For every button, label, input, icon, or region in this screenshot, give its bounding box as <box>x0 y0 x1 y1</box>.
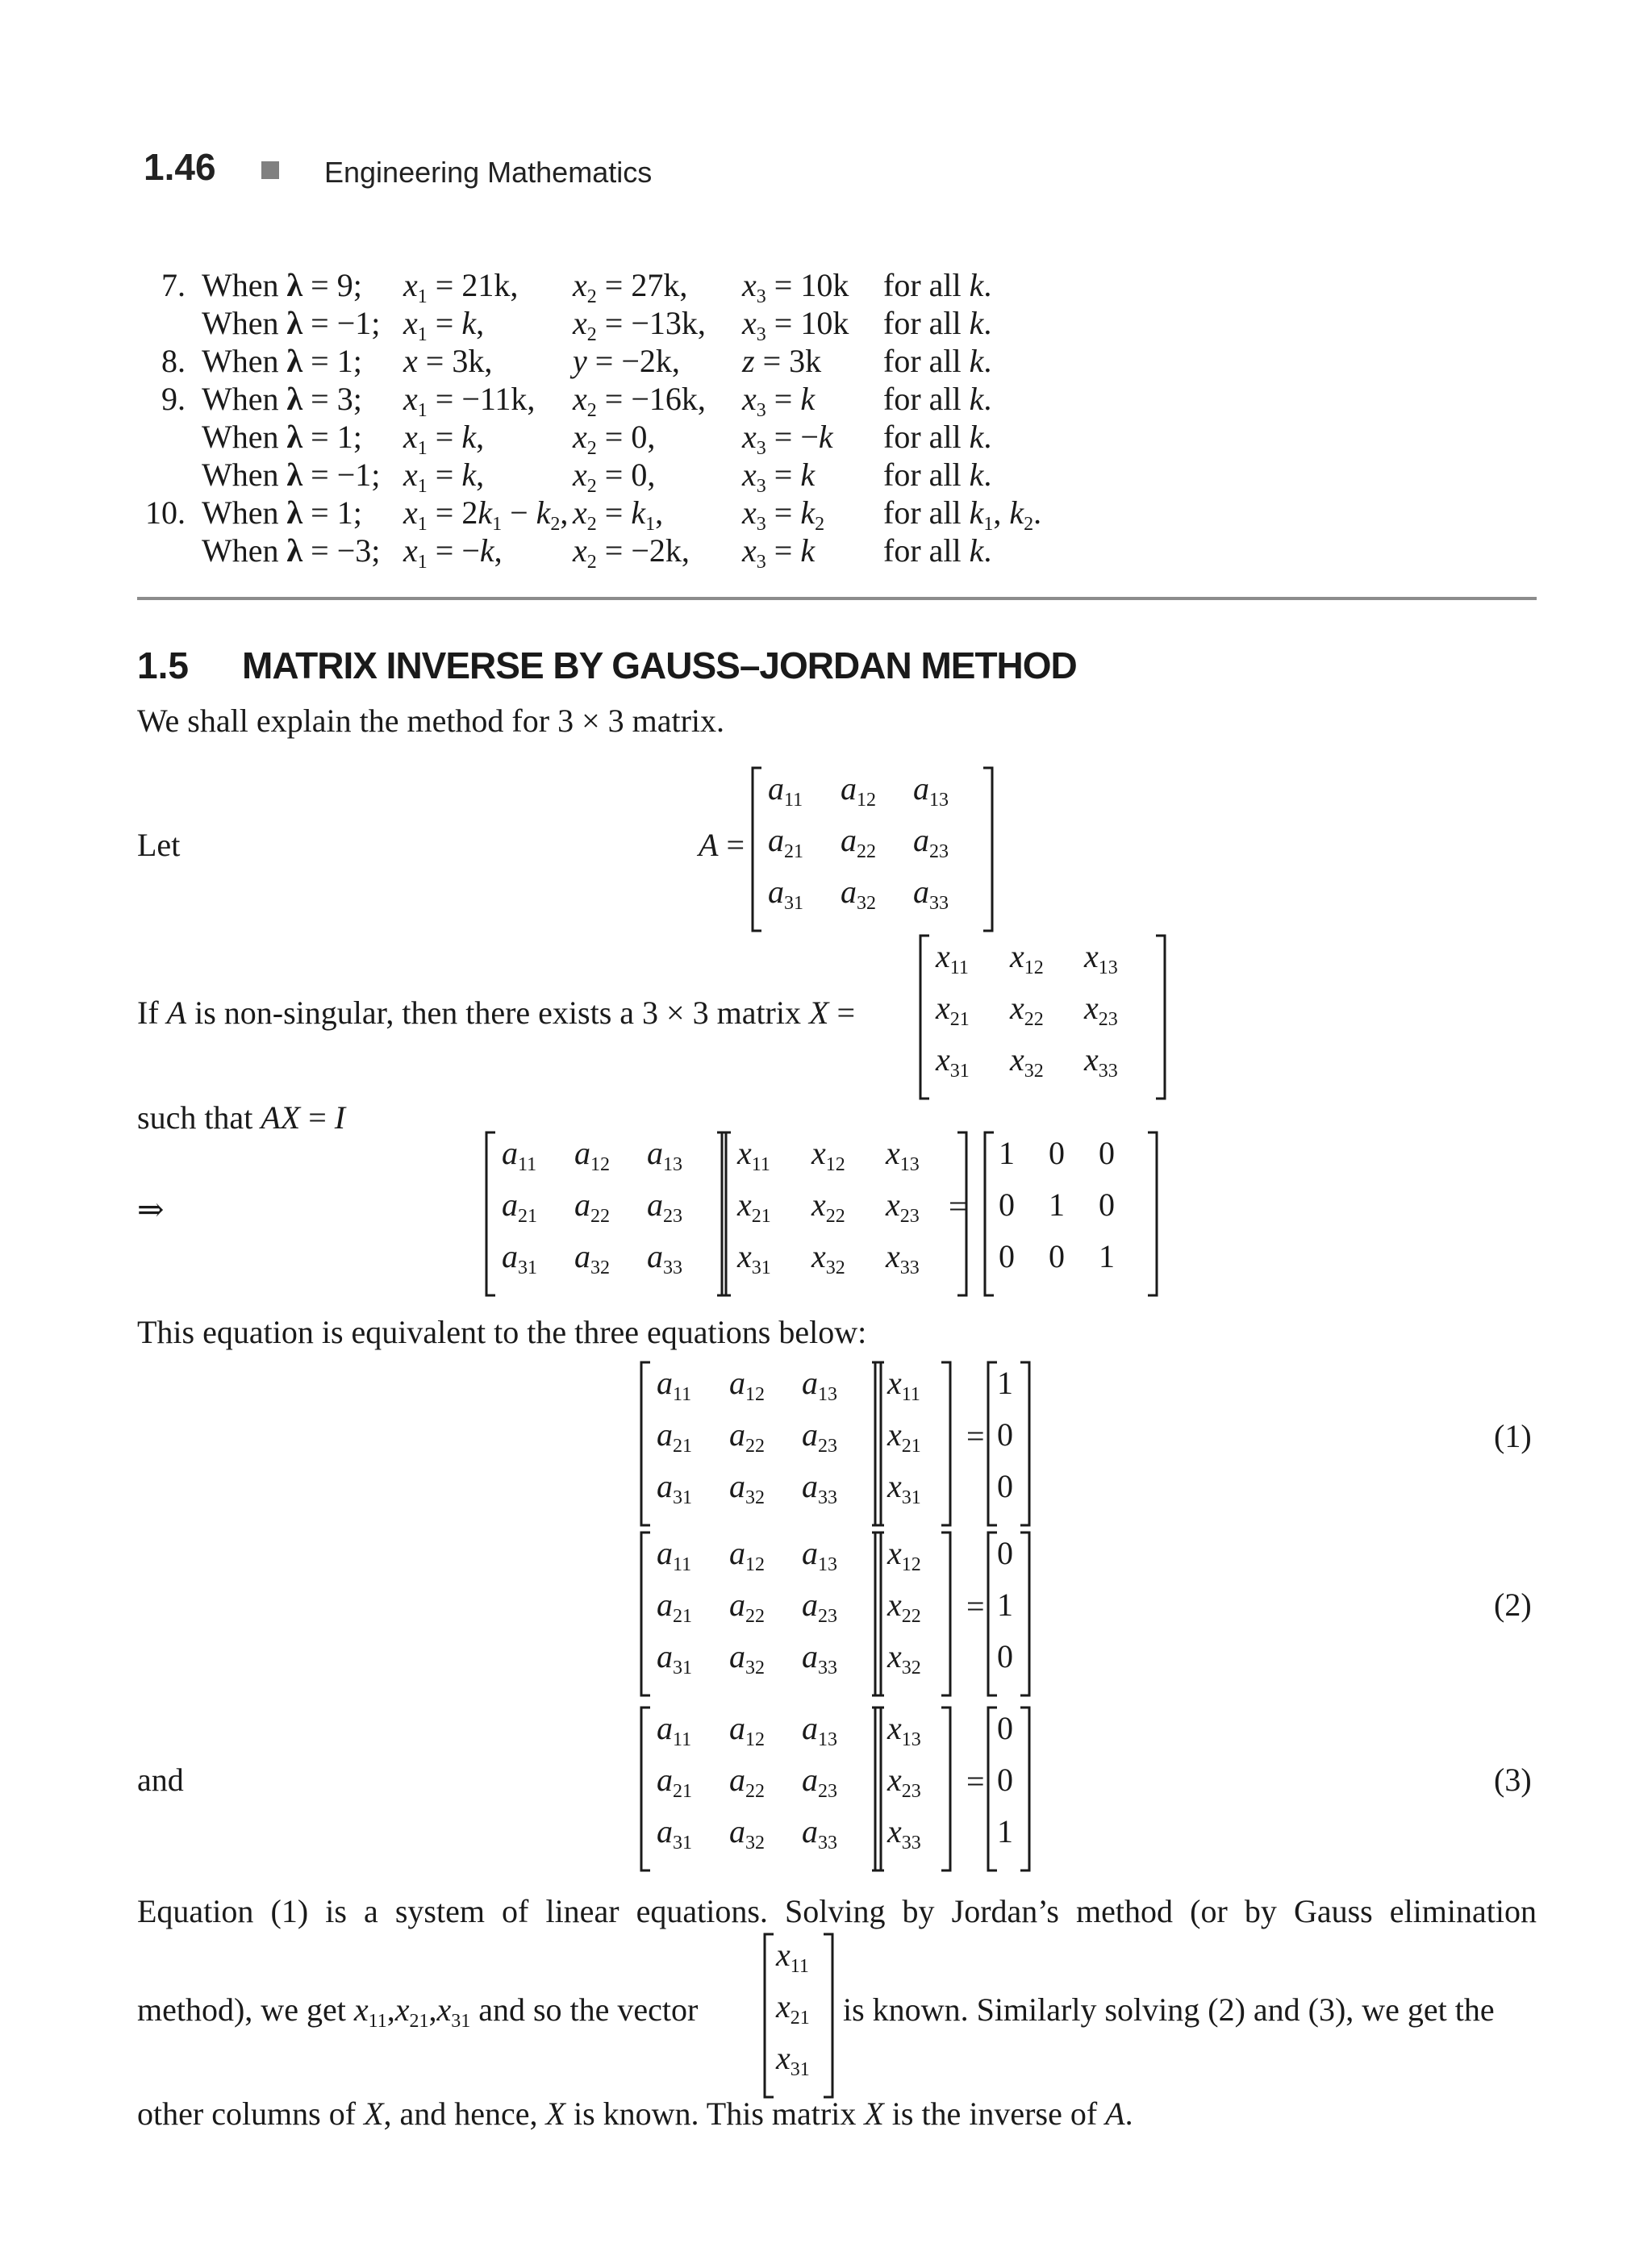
right-bracket-icon <box>1153 934 1170 1100</box>
section-title: MATRIX INVERSE BY GAUSS–JORDAN METHOD <box>242 644 1077 686</box>
and-label: and <box>137 1762 184 1798</box>
answer-number: 7. <box>161 267 186 303</box>
answer-scope: for all k. <box>883 419 992 455</box>
eq-main-x-entry: $x_{22}$ <box>811 1186 845 1227</box>
eq-a-entry: $a_{31}$ <box>657 1638 692 1678</box>
section-number: 1.5 <box>137 644 189 686</box>
eq-a-entry: $a_{11}$ <box>657 1710 692 1750</box>
eq-rhs-entry: 0 <box>997 1535 1013 1571</box>
matrix-x-entry: $x_{21}$ <box>936 990 970 1030</box>
answer-scope: for all k. <box>883 267 992 303</box>
answer-scope: for all k. <box>883 532 992 569</box>
answer-x3: $x_3 = -k$ <box>742 419 833 459</box>
eq-a-entry: $a_{23}$ <box>802 1587 837 1627</box>
paragraph-line-3: other columns of X, and hence, X is known. This matrix X is the inverse of A. <box>137 2095 1133 2132</box>
eq-a-entry: $a_{21}$ <box>657 1587 692 1627</box>
eq-x-entry: $x_{33}$ <box>887 1813 921 1854</box>
header-square-icon <box>261 161 279 179</box>
matrix-x-entry: $x_{12}$ <box>1010 938 1044 978</box>
left-bracket-icon <box>720 1131 736 1297</box>
left-bracket-icon <box>873 1361 889 1527</box>
eq-main-a-entry: $a_{22}$ <box>574 1186 610 1227</box>
let-label: Let <box>137 827 181 863</box>
paragraph-line-1: Equation (1) is a system of linear equations. Solving by Jordan’s method (or by Gauss elimination <box>137 1893 1537 1929</box>
left-bracket-icon <box>639 1706 655 1872</box>
eq-rhs-entry: 0 <box>997 1416 1013 1453</box>
left-bracket-icon <box>639 1531 655 1697</box>
eq-a-entry: $a_{22}$ <box>729 1416 765 1457</box>
right-bracket-icon <box>1018 1706 1034 1872</box>
answer-x3: $x_3 = 10k$ <box>742 305 849 345</box>
answer-x2: $x_2 = -16k$, <box>573 381 706 421</box>
book-title: Engineering Mathematics <box>324 156 653 189</box>
answer-x3: $x_3 = k_2$ <box>742 494 825 535</box>
answer-number: 9. <box>161 381 186 417</box>
matrix-a-entry: $a_{21}$ <box>768 822 803 862</box>
matrix-a-entry: $a_{31}$ <box>768 874 803 914</box>
matrix-a-entry: $a_{12}$ <box>841 770 876 811</box>
eq-rhs-entry: 0 <box>997 1710 1013 1746</box>
answer-x3: $x_3 = k$ <box>742 532 816 573</box>
equals-sign: = <box>966 1588 985 1624</box>
eq-a-entry: $a_{23}$ <box>802 1416 837 1457</box>
eq-main-a-entry: $a_{13}$ <box>647 1135 682 1175</box>
eq-rhs-entry: 0 <box>997 1638 1013 1674</box>
implies-symbol: ⇒ <box>137 1191 165 1228</box>
eq-a-entry: $a_{11}$ <box>657 1365 692 1405</box>
answer-condition: When λ = −1; <box>202 457 381 493</box>
eq-rhs-entry: 0 <box>997 1468 1013 1504</box>
matrix-x-entry: $x_{33}$ <box>1084 1041 1118 1082</box>
answer-x1: $x_1 = k$, <box>403 419 485 459</box>
right-bracket-icon <box>1018 1361 1034 1527</box>
vector-x-entry: $x_{21}$ <box>776 1988 810 2029</box>
eq-a-entry: $a_{12}$ <box>729 1535 765 1575</box>
identity-matrix-entry: 1 <box>1049 1186 1065 1223</box>
left-bracket-icon <box>484 1131 500 1297</box>
eq-a-entry: $a_{22}$ <box>729 1587 765 1627</box>
paragraph-line-2a: method), we get $x_{11},x_{21},x_{31}$ and so the vector <box>137 1991 699 2032</box>
eq-rhs-entry: 1 <box>997 1587 1013 1623</box>
answer-x1: x = 3k, <box>403 343 493 379</box>
matrix-x-entry: $x_{31}$ <box>936 1041 970 1082</box>
eq-x-entry: $x_{31}$ <box>887 1468 921 1508</box>
answer-x1: $x_1 = 2k_1 - k_2$, <box>403 494 569 535</box>
left-bracket-icon <box>873 1706 889 1872</box>
identity-matrix-entry: 0 <box>1049 1238 1065 1274</box>
matrix-x-entry: $x_{22}$ <box>1010 990 1044 1030</box>
answer-scope: for all k. <box>883 457 992 493</box>
right-bracket-icon <box>1145 1131 1162 1297</box>
answer-condition: When λ = 1; <box>202 494 362 531</box>
answer-number: 8. <box>161 343 186 379</box>
equation-1-number: (1) <box>1494 1418 1532 1454</box>
eq-a-entry: $a_{13}$ <box>802 1710 837 1750</box>
answer-scope: for all k. <box>883 381 992 417</box>
eq-x-entry: $x_{13}$ <box>887 1710 921 1750</box>
eq-a-entry: $a_{21}$ <box>657 1762 692 1802</box>
eq-main-x-entry: $x_{32}$ <box>811 1238 845 1278</box>
eq-main-x-entry: $x_{21}$ <box>737 1186 771 1227</box>
right-bracket-icon <box>939 1706 955 1872</box>
eq-main-a-entry: $a_{31}$ <box>502 1238 537 1278</box>
intro-text: We shall explain the method for 3 × 3 matrix. <box>137 703 725 739</box>
eq-main-a-entry: $a_{33}$ <box>647 1238 682 1278</box>
answer-scope: for all k. <box>883 305 992 341</box>
matrix-x-entry: $x_{11}$ <box>936 938 969 978</box>
page-number: 1.46 <box>144 146 216 188</box>
vector-x-entry: $x_{11}$ <box>776 1937 809 1977</box>
answer-x1: $x_1 = -k$, <box>403 532 503 573</box>
eq-a-entry: $a_{33}$ <box>802 1468 837 1508</box>
answer-x1: $x_1 = k$, <box>403 457 485 497</box>
answer-x2: y = −2k, <box>573 343 680 379</box>
equals-sign: = <box>949 1188 967 1224</box>
eq-main-x-entry: $x_{23}$ <box>886 1186 920 1227</box>
matrix-a-entry: $a_{33}$ <box>913 874 949 914</box>
section-divider <box>137 597 1537 600</box>
eq-main-x-entry: $x_{13}$ <box>886 1135 920 1175</box>
matrix-x-entry: $x_{13}$ <box>1084 938 1118 978</box>
answer-x2: $x_2 = -13k$, <box>573 305 706 345</box>
answer-condition: When λ = 1; <box>202 343 362 379</box>
eq-a-entry: $a_{33}$ <box>802 1638 837 1678</box>
eq-main-a-entry: $a_{32}$ <box>574 1238 610 1278</box>
equation-3-number: (3) <box>1494 1762 1532 1798</box>
eq-a-entry: $a_{13}$ <box>802 1365 837 1405</box>
identity-matrix-entry: 1 <box>999 1135 1015 1171</box>
equals-sign: = <box>966 1418 985 1454</box>
right-bracket-icon <box>821 1933 837 2099</box>
eq-rhs-entry: 0 <box>997 1762 1013 1798</box>
eq-x-entry: $x_{32}$ <box>887 1638 921 1678</box>
identity-matrix-entry: 1 <box>1099 1238 1115 1274</box>
eq-a-entry: $a_{31}$ <box>657 1468 692 1508</box>
answer-x2: $x_2 = -2k$, <box>573 532 690 573</box>
eq-a-entry: $a_{31}$ <box>657 1813 692 1854</box>
identity-matrix-entry: 0 <box>1099 1135 1115 1171</box>
right-bracket-icon <box>981 766 997 932</box>
answer-x3: z = 3k <box>742 343 822 379</box>
matrix-a-entry: $a_{13}$ <box>913 770 949 811</box>
answer-condition: When λ = −1; <box>202 305 381 341</box>
eq-main-a-entry: $a_{11}$ <box>502 1135 537 1175</box>
identity-matrix-entry: 0 <box>999 1238 1015 1274</box>
answer-x3: $x_3 = k$ <box>742 381 816 421</box>
answer-x3: $x_3 = 10k$ <box>742 267 849 307</box>
left-bracket-icon <box>918 934 934 1100</box>
paragraph-line-2b: is known. Similarly solving (2) and (3), we get the <box>843 1991 1495 2028</box>
eq-main-x-entry: $x_{12}$ <box>811 1135 845 1175</box>
eq-a-entry: $a_{13}$ <box>802 1535 837 1575</box>
eq-a-entry: $a_{11}$ <box>657 1535 692 1575</box>
eq-a-entry: $a_{33}$ <box>802 1813 837 1854</box>
nonsingular-text: If A is non-singular, then there exists a 3 × 3 matrix X = <box>137 995 855 1031</box>
answer-scope: for all k. <box>883 343 992 379</box>
answer-number: 10. <box>145 494 186 531</box>
right-bracket-icon <box>939 1361 955 1527</box>
eq-a-entry: $a_{32}$ <box>729 1468 765 1508</box>
equation-2-number: (2) <box>1494 1587 1532 1623</box>
eq-x-entry: $x_{11}$ <box>887 1365 920 1405</box>
eq-a-entry: $a_{21}$ <box>657 1416 692 1457</box>
answer-x2: $x_2 = 0$, <box>573 457 656 497</box>
eq-rhs-entry: 1 <box>997 1365 1013 1401</box>
answer-x1: $x_1 = -11k$, <box>403 381 536 421</box>
vector-x-entry: $x_{31}$ <box>776 2040 810 2080</box>
answer-x2: $x_2 = 27k$, <box>573 267 688 307</box>
matrix-a-entry: $a_{23}$ <box>913 822 949 862</box>
eq-a-entry: $a_{12}$ <box>729 1710 765 1750</box>
left-bracket-icon <box>639 1361 655 1527</box>
eq-main-a-entry: $a_{12}$ <box>574 1135 610 1175</box>
matrix-a-entry: $a_{22}$ <box>841 822 876 862</box>
answer-x2: $x_2 = k_1$, <box>573 494 664 535</box>
answer-condition: When λ = −3; <box>202 532 381 569</box>
answer-x3: $x_3 = k$ <box>742 457 816 497</box>
eq-main-a-entry: $a_{23}$ <box>647 1186 682 1227</box>
answer-x1: $x_1 = k$, <box>403 305 485 345</box>
eq-a-entry: $a_{22}$ <box>729 1762 765 1802</box>
identity-matrix-entry: 0 <box>999 1186 1015 1223</box>
identity-matrix-entry: 0 <box>1049 1135 1065 1171</box>
right-bracket-icon <box>939 1531 955 1697</box>
equals-sign: = <box>966 1763 985 1799</box>
eq-main-x-entry: $x_{31}$ <box>737 1238 771 1278</box>
equivalent-text: This equation is equivalent to the three equations below: <box>137 1314 867 1350</box>
eq-rhs-entry: 1 <box>997 1813 1013 1849</box>
identity-matrix-entry: 0 <box>1099 1186 1115 1223</box>
matrix-a-entry: $a_{32}$ <box>841 874 876 914</box>
right-bracket-icon <box>1018 1531 1034 1697</box>
matrix-a-entry: $a_{11}$ <box>768 770 803 811</box>
eq-x-entry: $x_{23}$ <box>887 1762 921 1802</box>
matrix-a-label: A = <box>699 827 745 863</box>
answer-x1: $x_1 = 21k$, <box>403 267 519 307</box>
eq-main-x-entry: $x_{11}$ <box>737 1135 770 1175</box>
eq-x-entry: $x_{22}$ <box>887 1587 921 1627</box>
answer-condition: When λ = 1; <box>202 419 362 455</box>
left-bracket-icon <box>982 1131 999 1297</box>
eq-x-entry: $x_{12}$ <box>887 1535 921 1575</box>
answer-condition: When λ = 3; <box>202 381 362 417</box>
matrix-x-entry: $x_{32}$ <box>1010 1041 1044 1082</box>
eq-x-entry: $x_{21}$ <box>887 1416 921 1457</box>
eq-a-entry: $a_{32}$ <box>729 1638 765 1678</box>
answer-condition: When λ = 9; <box>202 267 362 303</box>
eq-main-a-entry: $a_{21}$ <box>502 1186 537 1227</box>
left-bracket-icon <box>750 766 766 932</box>
eq-main-x-entry: $x_{33}$ <box>886 1238 920 1278</box>
such-that-text: such that AX = I <box>137 1099 346 1136</box>
answer-x2: $x_2 = 0$, <box>573 419 656 459</box>
eq-a-entry: $a_{23}$ <box>802 1762 837 1802</box>
eq-a-entry: $a_{12}$ <box>729 1365 765 1405</box>
left-bracket-icon <box>873 1531 889 1697</box>
answer-scope: for all $k_1$, $k_2$. <box>883 494 1042 535</box>
matrix-x-entry: $x_{23}$ <box>1084 990 1118 1030</box>
eq-a-entry: $a_{32}$ <box>729 1813 765 1854</box>
